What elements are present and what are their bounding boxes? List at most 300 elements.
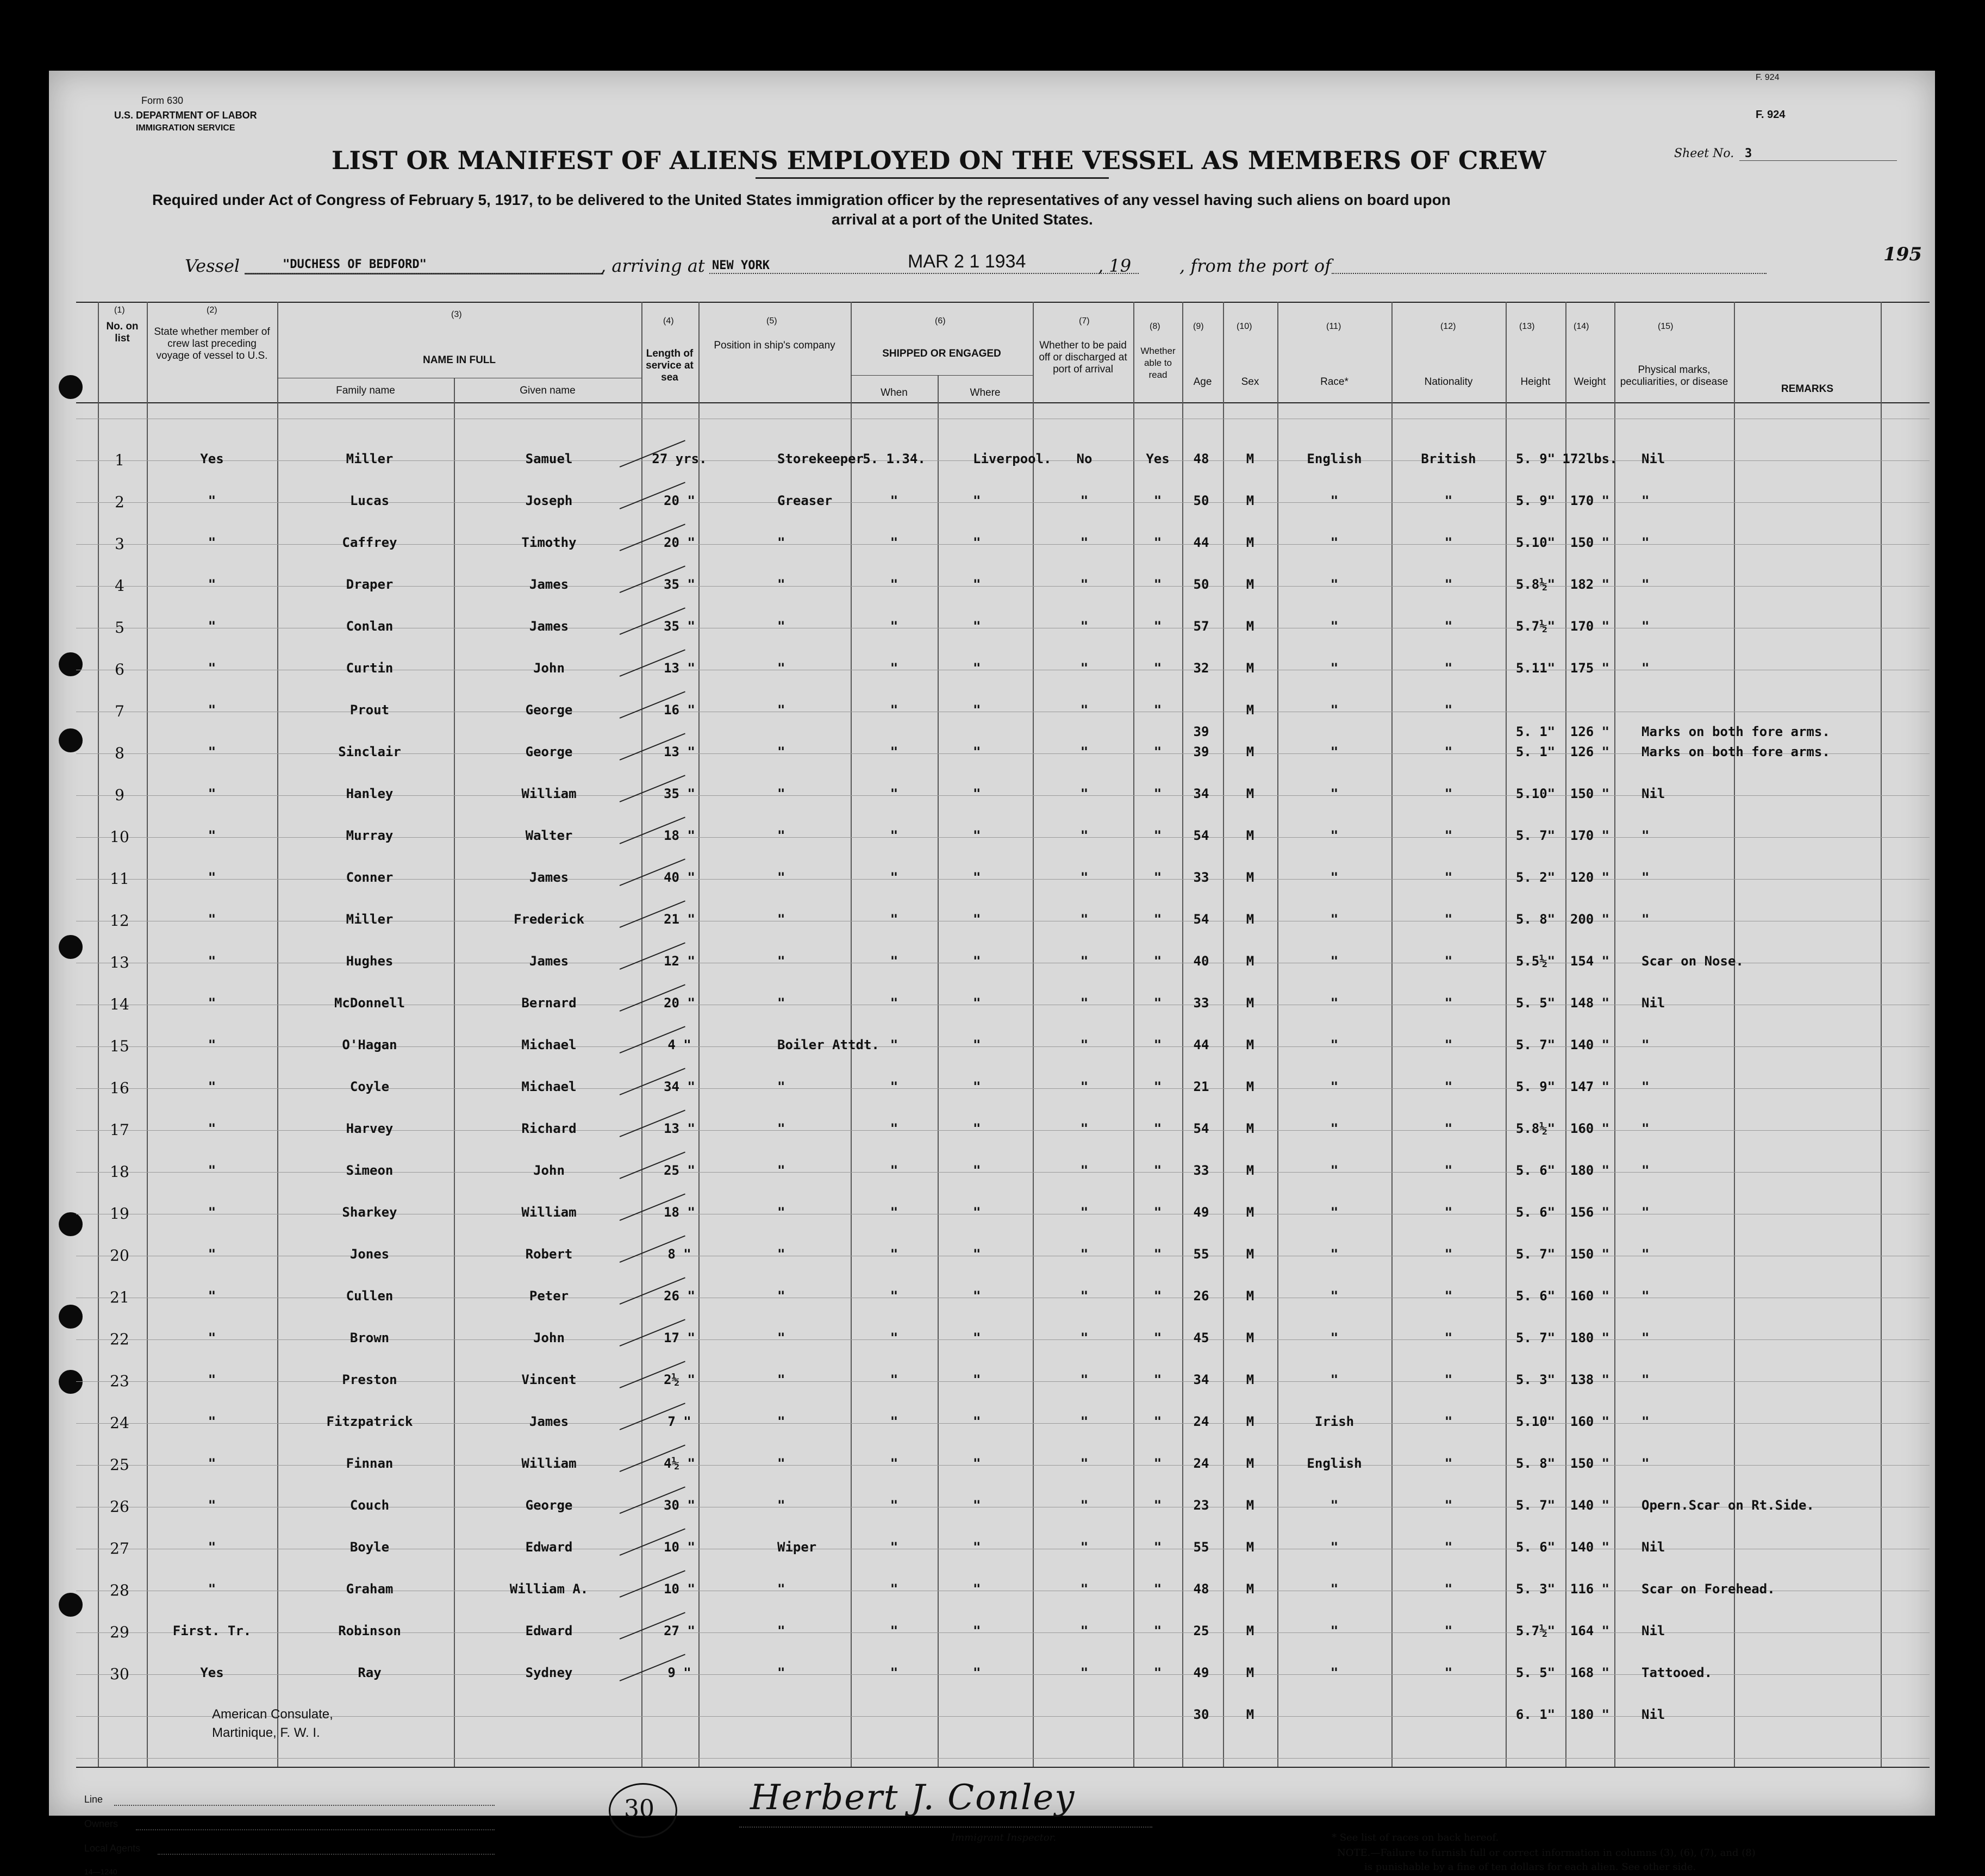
age-value: 24: [1193, 1456, 1209, 1471]
race-value: ": [1330, 828, 1339, 843]
family-name: Cullen: [346, 1288, 394, 1304]
age-value: 49: [1193, 1205, 1209, 1220]
paid-off-value: ": [1080, 1246, 1089, 1262]
nationality-value: ": [1444, 1121, 1453, 1136]
year-label: , 19: [1098, 255, 1132, 276]
col-num: (9): [1193, 322, 1204, 331]
circled-number: 30: [624, 1795, 654, 1823]
nationality-value: ": [1444, 1288, 1453, 1304]
row-number: 24: [110, 1414, 129, 1432]
race-value: ": [1330, 870, 1339, 885]
col-header-where: Where: [970, 387, 1001, 398]
footer-line-field: [114, 1805, 495, 1806]
position-value: ": [777, 995, 785, 1011]
shipped-when: ": [890, 1246, 898, 1262]
paid-off-value: ": [1080, 1079, 1089, 1094]
given-name: Bernard: [521, 995, 577, 1011]
col-line: [1182, 302, 1183, 1767]
height-value: 5.7½": [1515, 619, 1556, 634]
height-value: 5. 6": [1515, 1288, 1556, 1304]
shipped-when: ": [890, 1581, 898, 1597]
physical-marks-value: ": [1641, 619, 1650, 634]
col-header-when: When: [881, 387, 908, 398]
able-to-read: ": [1153, 1540, 1162, 1555]
shipped-where: ": [973, 619, 981, 634]
age-value: 50: [1193, 577, 1209, 592]
height-value: 5. 7": [1515, 1246, 1556, 1262]
shipped-when: ": [890, 1623, 898, 1638]
paid-off-value: ": [1080, 660, 1089, 676]
nationality-value: British: [1421, 451, 1476, 466]
prev-voyage-value: ": [208, 1288, 216, 1304]
col-num: (10): [1237, 322, 1252, 331]
physical-marks-value: ": [1641, 493, 1650, 508]
inspector-label: Immigrant Inspector.: [951, 1832, 1057, 1843]
family-name: Graham: [346, 1581, 394, 1597]
col-line: [1223, 302, 1224, 1767]
service-length: 40 ": [664, 870, 695, 885]
height-value: 5. 9": [1515, 451, 1556, 466]
col-num: (11): [1326, 322, 1341, 331]
row-number: 6: [115, 660, 124, 678]
physical-marks-value: Nil: [1641, 1540, 1665, 1555]
weight-value: 140 ": [1570, 1498, 1610, 1513]
col-header-nationality: Nationality: [1424, 376, 1473, 388]
shipped-where: ": [973, 1288, 981, 1304]
weight-value: 156 ": [1570, 1205, 1610, 1220]
weight-value: 175 ": [1570, 660, 1610, 676]
form-label: Form 630: [141, 95, 184, 106]
given-name: Richard: [521, 1121, 577, 1136]
shipped-where: ": [973, 995, 981, 1011]
race-value: ": [1330, 1037, 1339, 1052]
prev-voyage-value: ": [208, 577, 216, 592]
family-name: Conner: [346, 870, 394, 885]
sex-value: M: [1246, 1456, 1254, 1471]
shipped-where: ": [973, 577, 981, 592]
sex-value: M: [1246, 1665, 1254, 1680]
prev-voyage-value: ": [208, 493, 216, 508]
paid-off-value: ": [1080, 1623, 1089, 1638]
service-length: 35 ": [664, 577, 695, 592]
page-title: LIST OR MANIFEST OF ALIENS EMPLOYED ON THE VESSEL AS MEMBERS OF CREW: [332, 146, 1546, 175]
able-to-read: ": [1153, 535, 1162, 550]
age-value: 34: [1193, 1372, 1209, 1387]
able-to-read: ": [1153, 1414, 1162, 1429]
prev-voyage-value: ": [208, 744, 216, 759]
col-header-no: No. on list: [106, 321, 139, 344]
service-length: 13 ": [664, 1121, 695, 1136]
height-value: 5. 7": [1515, 828, 1556, 843]
physical-marks-value: ": [1641, 1121, 1650, 1136]
prev-voyage-value: ": [208, 953, 216, 969]
race-value: English: [1307, 451, 1362, 466]
prev-voyage-value: ": [208, 1456, 216, 1471]
shipped-when: ": [890, 953, 898, 969]
row-number: 22: [110, 1330, 129, 1348]
able-to-read: ": [1153, 1079, 1162, 1094]
col-header-service: Length of service at sea: [646, 348, 694, 383]
physical-marks-value: ": [1641, 1414, 1650, 1429]
col-num: (14): [1574, 322, 1589, 331]
row-rule: [76, 1758, 1930, 1759]
nationality-value: ": [1444, 786, 1453, 801]
shipped-where: ": [973, 1330, 981, 1345]
height-value: 5. 8": [1515, 1456, 1556, 1471]
physical-marks-value: ": [1641, 1037, 1650, 1052]
row-number: 30: [110, 1665, 129, 1683]
position-value: ": [777, 577, 785, 592]
nationality-value: ": [1444, 1163, 1453, 1178]
given-name: James: [529, 577, 569, 592]
col-header-physical-marks: Physical marks, peculiarities, or disease: [1620, 364, 1728, 388]
row-number: 3: [115, 535, 124, 553]
service-length: 20 ": [664, 493, 695, 508]
given-name: William: [521, 1456, 577, 1471]
paid-off-value: ": [1080, 912, 1089, 927]
family-name: Jones: [349, 1246, 390, 1262]
col-header-family: Family name: [336, 385, 395, 396]
age-value: 39: [1193, 744, 1209, 759]
given-name: George: [525, 702, 573, 718]
race-value: ": [1330, 1330, 1339, 1345]
paid-off-value: ": [1080, 535, 1089, 550]
able-to-read: ": [1153, 870, 1162, 885]
col-line: [1614, 302, 1615, 1767]
row-number: 16: [110, 1079, 129, 1097]
physical-marks-value: ": [1641, 1330, 1650, 1345]
service-length: 10 ": [664, 1540, 695, 1555]
shipped-when: ": [890, 1456, 898, 1471]
service-length: 16 ": [664, 702, 695, 718]
weight-value: 180 ": [1570, 1707, 1610, 1722]
race-value: ": [1330, 1079, 1339, 1094]
height-value: 6. 1": [1515, 1707, 1556, 1722]
row-number: 1: [115, 451, 124, 469]
prev-voyage-value: First. Tr.: [172, 1623, 252, 1638]
able-to-read: ": [1153, 1456, 1162, 1471]
age-value: 55: [1193, 1540, 1209, 1555]
height-value: 5. 6": [1515, 1163, 1556, 1178]
col-header-given: Given name: [520, 385, 576, 396]
shipped-when: ": [890, 1372, 898, 1387]
weight-value: 182 ": [1570, 577, 1610, 592]
position-value: ": [777, 1163, 785, 1178]
col-line: [1734, 302, 1735, 1767]
weight-value: 150 ": [1570, 1456, 1610, 1471]
sex-value: M: [1246, 870, 1254, 885]
paid-off-value: ": [1080, 828, 1089, 843]
service-length: 35 ": [664, 619, 695, 634]
physical-marks-value: ": [1641, 912, 1650, 927]
physical-marks-value: Nil: [1641, 1623, 1665, 1638]
weight-value: 154 ": [1570, 953, 1610, 969]
service-length: 12 ": [664, 953, 695, 969]
weight-value: 200 ": [1570, 912, 1610, 927]
race-value: ": [1330, 660, 1339, 676]
physical-marks-value: Nil: [1641, 451, 1665, 466]
service-length: 18 ": [664, 1205, 695, 1220]
able-to-read: ": [1153, 1037, 1162, 1052]
sex-value: M: [1246, 1330, 1254, 1345]
given-name: Walter: [525, 828, 573, 843]
service-length: 34 ": [664, 1079, 695, 1094]
paid-off-value: ": [1080, 1121, 1089, 1136]
sex-value: M: [1246, 1121, 1254, 1136]
race-value: ": [1330, 1623, 1339, 1638]
shipped-where: ": [973, 828, 981, 843]
weight-value: 150 ": [1570, 535, 1610, 550]
prev-voyage-value: ": [208, 1163, 216, 1178]
physical-marks-value: ": [1641, 535, 1650, 550]
row-number: 17: [110, 1121, 129, 1139]
nationality-value: ": [1444, 1456, 1453, 1471]
col-line: [1133, 302, 1134, 1767]
given-name: Frederick: [513, 912, 585, 927]
vessel-label: Vessel: [185, 255, 240, 276]
position-value: ": [777, 1079, 785, 1094]
given-name: John: [533, 1330, 565, 1345]
physical-marks-value: ": [1641, 828, 1650, 843]
family-name: O'Hagan: [342, 1037, 397, 1052]
paid-off-value: ": [1080, 1372, 1089, 1387]
vessel-line: [245, 273, 603, 275]
able-to-read: ": [1153, 1205, 1162, 1220]
row-number: 28: [110, 1581, 129, 1599]
service-length: 27 ": [664, 1623, 695, 1638]
sex-value: M: [1246, 1581, 1254, 1597]
shipped-when: ": [890, 1665, 898, 1680]
prev-voyage-value: ": [208, 1037, 216, 1052]
race-value: ": [1330, 577, 1339, 592]
given-name: John: [533, 660, 565, 676]
prev-voyage-value: ": [208, 619, 216, 634]
race-value: ": [1330, 1163, 1339, 1178]
age-value: 25: [1193, 1623, 1209, 1638]
shipped-where: ": [973, 953, 981, 969]
race-value: ": [1330, 702, 1339, 718]
row-number: 14: [110, 995, 129, 1013]
sex-value: M: [1246, 577, 1254, 592]
height-value: 5. 1": [1515, 744, 1556, 759]
row7-height: 5. 1": [1515, 724, 1556, 739]
col-header-shipped: SHIPPED OR ENGAGED: [882, 348, 1001, 359]
sex-value: M: [1246, 1205, 1254, 1220]
shipped-when: ": [890, 660, 898, 676]
height-value: 5.8½": [1515, 1121, 1556, 1136]
col-num: (12): [1440, 322, 1456, 331]
race-value: ": [1330, 953, 1339, 969]
service-length: 25 ": [664, 1163, 695, 1178]
shipped-when: ": [890, 912, 898, 927]
given-name: Joseph: [525, 493, 573, 508]
prev-voyage-value: ": [208, 1330, 216, 1345]
height-value: 5. 5": [1515, 995, 1556, 1011]
given-name: James: [529, 1414, 569, 1429]
nationality-value: ": [1444, 953, 1453, 969]
age-value: 48: [1193, 1581, 1209, 1597]
position-value: ": [777, 660, 785, 676]
shipped-when: ": [890, 1414, 898, 1429]
service-length: 20 ": [664, 535, 695, 550]
prev-voyage-value: ": [208, 1205, 216, 1220]
position-value: ": [777, 1330, 785, 1345]
position-value: ": [777, 953, 785, 969]
sex-value: M: [1246, 786, 1254, 801]
sex-value: M: [1246, 995, 1254, 1011]
from-port-label: , from the port of: [1179, 255, 1332, 276]
race-value: ": [1330, 1372, 1339, 1387]
col-num: (13): [1519, 322, 1535, 331]
family-name: Curtin: [346, 660, 394, 676]
service-length: 27 yrs.: [652, 451, 707, 466]
prev-voyage-value: ": [208, 995, 216, 1011]
row-number: 19: [110, 1205, 129, 1223]
row-number: 15: [110, 1037, 129, 1055]
given-name: James: [529, 619, 569, 634]
arriving-label: , arriving at: [601, 255, 705, 276]
height-value: 5.10": [1515, 535, 1556, 550]
family-name: Lucas: [349, 493, 390, 508]
row-number: 7: [115, 702, 124, 720]
paid-off-value: ": [1080, 953, 1089, 969]
col-line: [1277, 302, 1278, 1767]
row-number: 27: [110, 1540, 129, 1557]
position-value: ": [777, 828, 785, 843]
given-name: Edward: [525, 1540, 573, 1555]
physical-marks-value: Nil: [1641, 1707, 1665, 1722]
col-header-weight: Weight: [1574, 376, 1606, 388]
col-line: [1506, 302, 1507, 1767]
able-to-read: ": [1153, 1288, 1162, 1304]
nationality-value: ": [1444, 1372, 1453, 1387]
shipped-when: ": [890, 1205, 898, 1220]
footer-agents-field: [158, 1854, 495, 1855]
family-name: Conlan: [346, 619, 394, 634]
sex-value: M: [1246, 660, 1254, 676]
nationality-value: ": [1444, 995, 1453, 1011]
position-value: ": [777, 1372, 785, 1387]
shipped-when: ": [890, 828, 898, 843]
form-id: F. 924: [1756, 109, 1786, 121]
service-length: 13 ": [664, 744, 695, 759]
race-value: ": [1330, 1121, 1339, 1136]
sex-value: M: [1246, 1372, 1254, 1387]
inspector-signature: Herbert J. Conley: [750, 1778, 1076, 1818]
shipped-where: ": [973, 786, 981, 801]
shipped-where: ": [973, 1121, 981, 1136]
sheet-number: 3: [1745, 147, 1752, 160]
footnote-penalty: NOTE.—Failure to furnish full or correct information in columns (3), (6), (7), and (8): [1337, 1847, 1756, 1859]
nationality-value: ": [1444, 1330, 1453, 1345]
shipped-when: ": [890, 786, 898, 801]
race-value: ": [1330, 535, 1339, 550]
family-name: Miller: [346, 451, 394, 466]
row-number: 10: [110, 828, 129, 846]
col-line: [1565, 302, 1566, 1767]
weight-value: 180 ": [1570, 1330, 1610, 1345]
sex-value: M: [1246, 1414, 1254, 1429]
port-line: [709, 273, 1139, 275]
weight-value: 120 ": [1570, 870, 1610, 885]
nationality-value: ": [1444, 577, 1453, 592]
physical-marks-value: ": [1641, 1456, 1650, 1471]
service-length: 17 ": [664, 1330, 695, 1345]
prev-voyage-value: ": [208, 1079, 216, 1094]
sex-value: M: [1246, 912, 1254, 927]
physical-marks-value: ": [1641, 660, 1650, 676]
able-to-read: ": [1153, 493, 1162, 508]
weight-value: 138 ": [1570, 1372, 1610, 1387]
age-value: 23: [1193, 1498, 1209, 1513]
paid-off-value: ": [1080, 1665, 1089, 1680]
paid-off-value: ": [1080, 702, 1089, 718]
shipped-when: ": [890, 744, 898, 759]
height-value: 5. 7": [1515, 1037, 1556, 1052]
paid-off-value: ": [1080, 995, 1089, 1011]
physical-marks-value: Nil: [1641, 786, 1665, 801]
prev-voyage-value: ": [208, 1540, 216, 1555]
weight-value: 180 ": [1570, 1163, 1610, 1178]
position-value: ": [777, 1205, 785, 1220]
consulate-line1: American Consulate,: [212, 1707, 333, 1722]
given-name: Edward: [525, 1623, 573, 1638]
margin-number: 195: [1883, 244, 1922, 265]
able-to-read: ": [1153, 1665, 1162, 1680]
nationality-value: ": [1444, 912, 1453, 927]
col-num: (4): [663, 316, 674, 326]
able-to-read: ": [1153, 828, 1162, 843]
nationality-value: ": [1444, 702, 1453, 718]
able-to-read: ": [1153, 786, 1162, 801]
given-name: Vincent: [521, 1372, 577, 1387]
sex-value: M: [1246, 1288, 1254, 1304]
col-header-race: Race*: [1320, 376, 1349, 388]
row7-age: 39: [1193, 724, 1209, 739]
col-header-position: Position in ship's company: [714, 340, 835, 351]
height-value: 5. 9": [1515, 1079, 1556, 1094]
shipped-where: ": [973, 1581, 981, 1597]
race-value: ": [1330, 1205, 1339, 1220]
able-to-read: ": [1153, 953, 1162, 969]
service-length: 26 ": [664, 1288, 695, 1304]
position-value: ": [777, 912, 785, 927]
position-value: Wiper: [777, 1540, 817, 1555]
physical-marks-value: Scar on Nose.: [1641, 953, 1744, 969]
manifest-sheet: [49, 71, 1935, 1876]
nationality-value: ": [1444, 1205, 1453, 1220]
col-header-prev-voyage: State whether member of crew last preceding voyage of vessel to U.S.: [154, 326, 270, 362]
service-length: 4 ": [667, 1037, 691, 1052]
position-value: ": [777, 1121, 785, 1136]
given-name: William: [521, 1205, 577, 1220]
prev-voyage-value: ": [208, 1372, 216, 1387]
row-number: 4: [115, 577, 124, 595]
able-to-read: ": [1153, 577, 1162, 592]
col-header-name: NAME IN FULL: [422, 354, 496, 366]
weight-value: 160 ": [1570, 1288, 1610, 1304]
sex-value: M: [1246, 1498, 1254, 1513]
weight-value: 140 ": [1570, 1540, 1610, 1555]
row-number: 13: [110, 953, 129, 971]
position-value: ": [777, 535, 785, 550]
nationality-value: ": [1444, 1665, 1453, 1680]
paid-off-value: ": [1080, 1414, 1089, 1429]
weight-value: 160 ": [1570, 1414, 1610, 1429]
position-value: ": [777, 870, 785, 885]
shipped-where: Liverpool.: [973, 451, 1052, 466]
weight-value: 170 ": [1570, 828, 1610, 843]
